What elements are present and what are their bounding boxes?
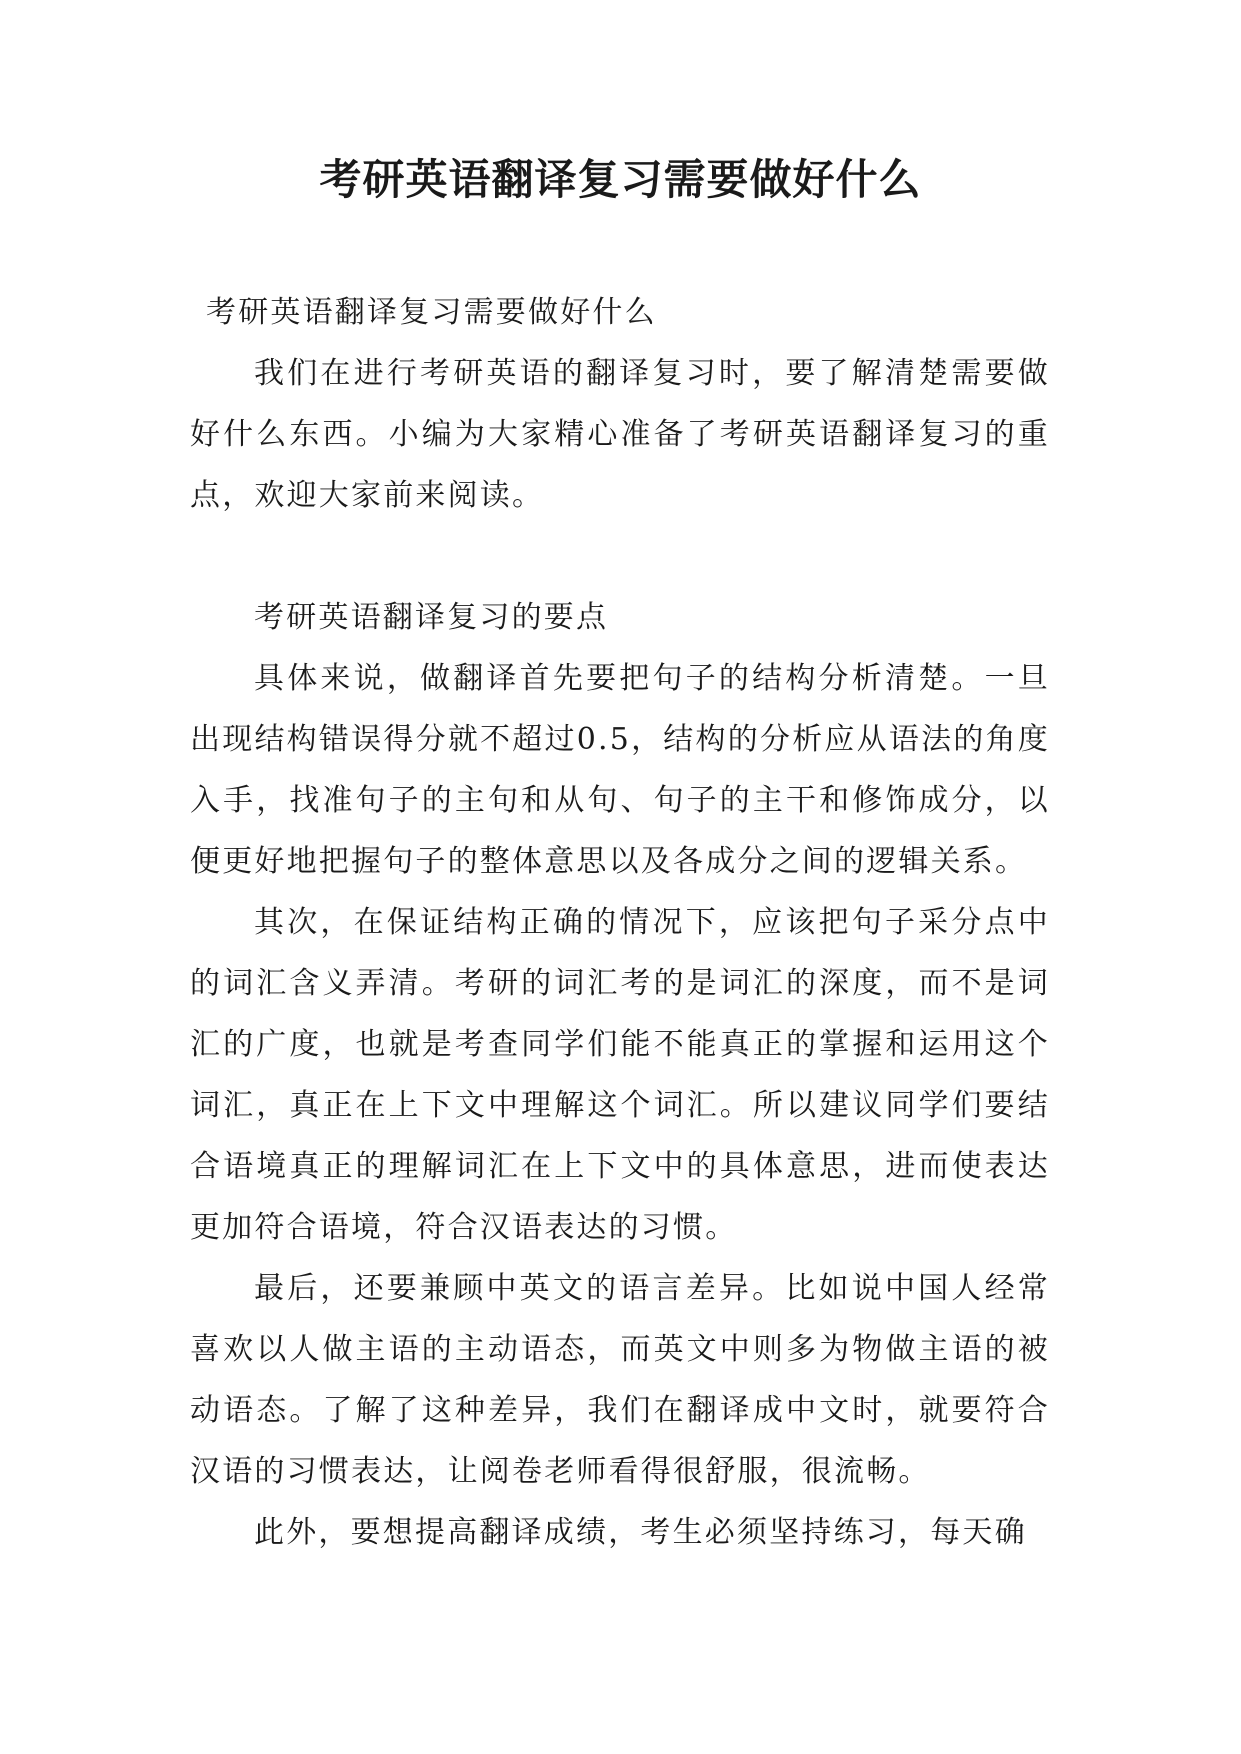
section-heading: 考研英语翻译复习的要点 (254, 600, 609, 635)
document-body (190, 282, 1050, 1563)
intro-paragraph: 我们在进行考研英语的翻译复习时，要了解清楚需要做好什么东西。小编为大家精心准备了考研英语翻译复习的重点，欢迎大家前来阅读。 (190, 356, 1050, 513)
document-title: 考研英语翻译复习需要做好什么 (319, 155, 922, 204)
body-paragraph-structure: 具体来说，做翻译首先要把句子的结构分析清楚。一旦出现结构错误得分就不超过0.5，结构的分析应从语法的角度入手，找准句子的主句和从句、句子的主干和修饰成分，以便更好地把握句子的整体意思以及各成分之间的逻辑关系。 (190, 661, 1050, 879)
body-paragraph-practice: 此外，要想提高翻译成绩，考生必须坚持练习，每天确 (254, 1515, 1027, 1550)
body-paragraph-vocabulary: 其次，在保证结构正确的情况下，应该把句子采分点中的词汇含义弄清。考研的词汇考的是词汇的深度，而不是词汇的广度，也就是考查同学们能不能真正的掌握和运用这个词汇，真正在上下文中理解这个词汇。所以建议同学们要结合语境真正的理解词汇在上下文中的具体意思，进而使表达更加符合语境，符合汉语表达的习惯。 (190, 905, 1050, 1245)
document-subtitle: 考研英语翻译复习需要做好什么 (206, 295, 657, 330)
paragraph-spacer (190, 526, 1050, 587)
body-paragraph-language-difference: 最后，还要兼顾中英文的语言差异。比如说中国人经常喜欢以人做主语的主动语态，而英文中则多为物做主语的被动语态。了解了这种差异，我们在翻译成中文时，就要符合汉语的习惯表达，让阅卷老师看得很舒服，很流畅。 (190, 1271, 1050, 1489)
